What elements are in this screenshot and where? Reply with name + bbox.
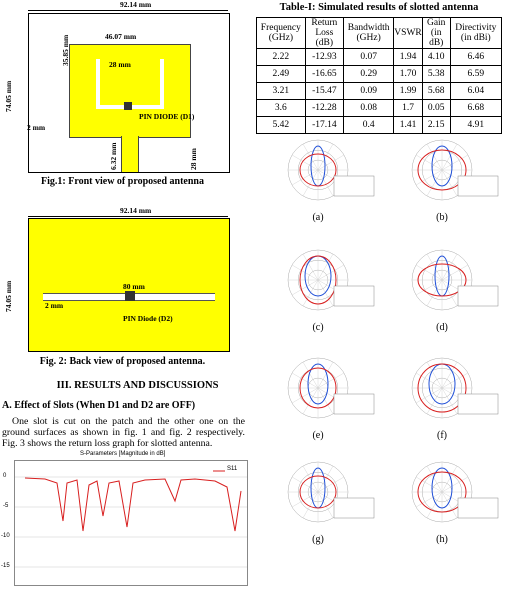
table-cell: -15.47 bbox=[305, 83, 343, 100]
s11-plot bbox=[1, 460, 248, 586]
polar-pattern bbox=[288, 358, 374, 441]
table-header: Bandwidth (GHz) bbox=[344, 18, 394, 49]
section-paragraph: One slot is cut on the patch and the other one on the ground surfaces as shown in fig. 1 and fig. 2 respectively. Fig. 3 shows the return loss graph for slotted antenna. bbox=[2, 416, 245, 450]
table-cell: 1.94 bbox=[394, 49, 422, 66]
table-cell: 2.15 bbox=[422, 117, 450, 134]
table-cell: 5.68 bbox=[422, 83, 450, 100]
fig2-slot-len-dim: 80 mm bbox=[123, 282, 145, 291]
polar-label: (a) bbox=[312, 212, 324, 223]
fig1-diode-label: PIN DIODE (D1) bbox=[139, 112, 195, 121]
table-header: VSWR bbox=[394, 18, 422, 49]
table-cell: -12.28 bbox=[305, 100, 343, 117]
polar-label: (b) bbox=[436, 212, 448, 223]
s11-ytick: -15 bbox=[1, 563, 10, 569]
polar-info-box bbox=[458, 394, 498, 414]
fig2-width-dim: 92.14 mm bbox=[120, 206, 152, 215]
fig2-height-dim: 74.05 mm bbox=[4, 280, 13, 312]
fig1-width-arrow bbox=[28, 10, 228, 11]
table-cell: 0.07 bbox=[344, 49, 394, 66]
table-cell: 1.70 bbox=[394, 66, 422, 83]
table-header-row bbox=[257, 18, 502, 49]
table-header: Gain (in dB) bbox=[422, 18, 450, 49]
fig2-diode-label: PIN Diode (D2) bbox=[123, 314, 173, 323]
s11-legend: S11 bbox=[227, 466, 238, 472]
fig1-caption: Fig.1: Front view of proposed antenna bbox=[41, 176, 204, 187]
table-cell: 1.41 bbox=[394, 117, 422, 134]
table-cell: 2.49 bbox=[257, 66, 306, 83]
table-cell: 4.91 bbox=[450, 117, 501, 134]
fig2-width-arrow bbox=[28, 216, 228, 217]
polar-label: (e) bbox=[312, 430, 324, 441]
fig1-slot-gap-dim: 2 mm bbox=[27, 123, 46, 132]
fig1-slot-len-dim: 28 mm bbox=[109, 60, 131, 69]
table-cell: 1.99 bbox=[394, 83, 422, 100]
fig2-slot-gap-dim: 2 mm bbox=[45, 301, 64, 310]
s11-plot-title: S-Parameters [Magnitude in dB] bbox=[80, 451, 166, 457]
fig1-patch-width-dim: 46.07 mm bbox=[105, 32, 137, 41]
section-heading: III. RESULTS AND DISCUSSIONS bbox=[56, 380, 219, 391]
polar-label: (f) bbox=[437, 430, 447, 441]
table-cell: 6.46 bbox=[450, 49, 501, 66]
table-row bbox=[257, 66, 502, 83]
table-cell: 2.22 bbox=[257, 49, 306, 66]
table-cell: 0.09 bbox=[344, 83, 394, 100]
s11-line bbox=[25, 478, 241, 531]
polar-info-box bbox=[334, 394, 374, 414]
polar-label: (g) bbox=[312, 534, 324, 545]
polar-pattern bbox=[288, 140, 374, 223]
table-cell: 0.05 bbox=[422, 100, 450, 117]
polar-info-box bbox=[334, 176, 374, 196]
table-cell: 5.38 bbox=[422, 66, 450, 83]
fig1-feed-line bbox=[121, 136, 139, 172]
s11-plot-svg bbox=[15, 461, 247, 585]
fig1-patch-height-dim: 35.85 mm bbox=[61, 34, 70, 66]
polar-pattern bbox=[412, 462, 498, 545]
polar-label: (h) bbox=[436, 534, 448, 545]
polar-label: (d) bbox=[436, 322, 448, 333]
results-table bbox=[256, 17, 502, 134]
table-row bbox=[257, 83, 502, 100]
polar-label: (c) bbox=[312, 322, 324, 333]
polar-info-box bbox=[458, 286, 498, 306]
subsection-heading: A. Effect of Slots (When D1 and D2 are OFF) bbox=[2, 400, 196, 411]
fig2-caption: Fig. 2: Back view of proposed antenna. bbox=[39, 356, 206, 367]
polar-grid bbox=[256, 130, 506, 584]
table-header: Frequency (GHz) bbox=[257, 18, 306, 49]
table-cell: 0.08 bbox=[344, 100, 394, 117]
table-cell: 1.7 bbox=[394, 100, 422, 117]
fig1-panel bbox=[28, 13, 230, 173]
fig1-height-dim: 74.05 mm bbox=[4, 80, 13, 112]
polar-info-box bbox=[458, 498, 498, 518]
s11-ytick: -5 bbox=[3, 503, 9, 509]
fig2-diode bbox=[125, 291, 135, 301]
fig1-feed-width-dim: 6.32 mm bbox=[109, 142, 118, 170]
fig1-diode bbox=[124, 102, 132, 110]
table-cell: 0.4 bbox=[344, 117, 394, 134]
table-row bbox=[257, 49, 502, 66]
table-row bbox=[257, 100, 502, 117]
table-cell: 5.42 bbox=[257, 117, 306, 134]
fig1-feed-len-dim: 28 mm bbox=[189, 148, 198, 170]
polar-pattern bbox=[412, 250, 498, 333]
table-header: Directivity (in dBi) bbox=[450, 18, 501, 49]
polar-pattern bbox=[412, 140, 498, 223]
table-cell: 6.59 bbox=[450, 66, 501, 83]
polar-info-box bbox=[458, 176, 498, 196]
polar-info-box bbox=[334, 286, 374, 306]
fig1-slot-right bbox=[160, 59, 164, 109]
fig1-slot-left bbox=[96, 59, 100, 109]
table-cell: -12.93 bbox=[305, 49, 343, 66]
fig2-panel bbox=[28, 218, 230, 352]
polar-info-box bbox=[334, 498, 374, 518]
table-header: Return Loss (dB) bbox=[305, 18, 343, 49]
table-cell: -17.14 bbox=[305, 117, 343, 134]
polar-svg bbox=[256, 130, 506, 584]
table-title: Table-I: Simulated results of slotted antenna bbox=[279, 2, 479, 13]
polar-pattern bbox=[288, 250, 374, 333]
table-cell: 6.68 bbox=[450, 100, 501, 117]
table-cell: 3.21 bbox=[257, 83, 306, 100]
table-cell: 6.04 bbox=[450, 83, 501, 100]
table-cell: -16.65 bbox=[305, 66, 343, 83]
table-cell: 4.10 bbox=[422, 49, 450, 66]
fig1-width-dim: 92.14 mm bbox=[120, 0, 152, 9]
polar-pattern bbox=[412, 358, 498, 441]
table-cell: 3.6 bbox=[257, 100, 306, 117]
polar-pattern bbox=[288, 462, 374, 545]
fig1-patch bbox=[69, 44, 191, 138]
s11-ytick: -10 bbox=[1, 533, 10, 539]
table-cell: 0.29 bbox=[344, 66, 394, 83]
s11-ytick: 0 bbox=[3, 473, 7, 479]
